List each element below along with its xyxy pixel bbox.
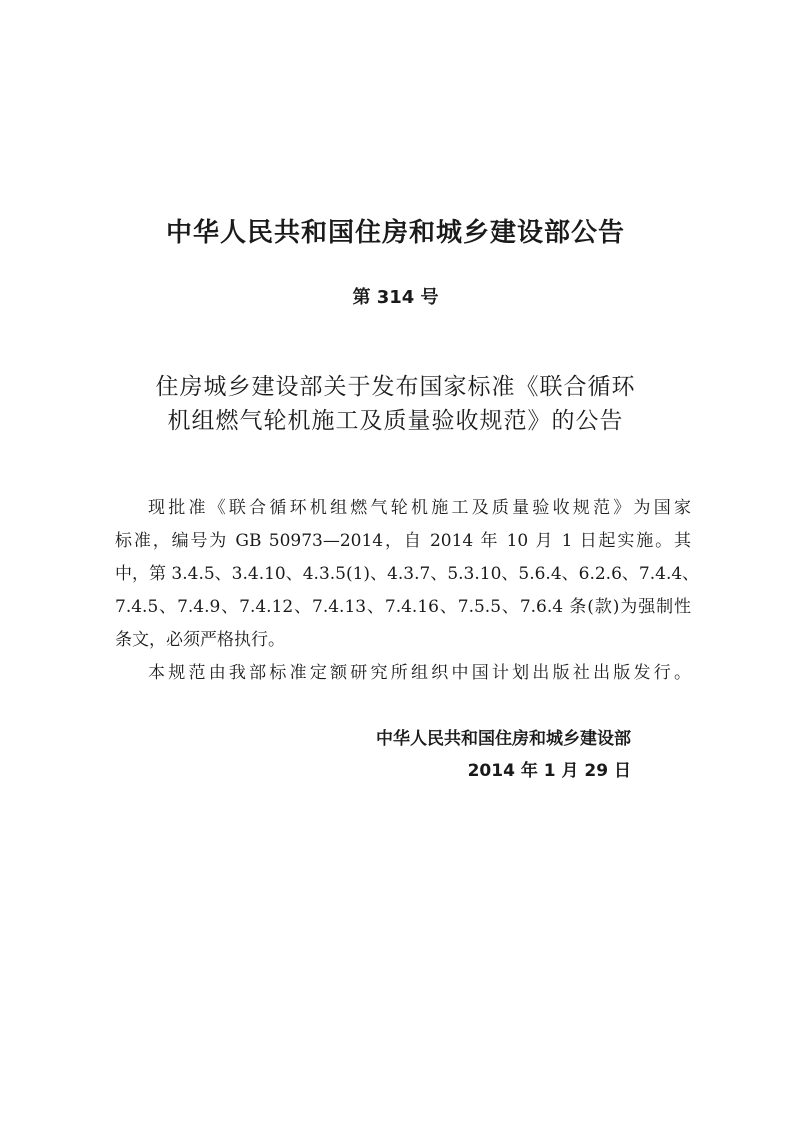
issuer-signature: 中华人民共和国住房和城乡建设部 xyxy=(376,729,631,749)
body-line: 7.4.5、7.4.9、7.4.12、7.4.13、7.4.16、7.5.5、7.6.4 条(款)为强制性 xyxy=(115,597,691,617)
body-paragraph-2: 本规范由我部标准定额研究所组织中国计划出版社出版发行。 xyxy=(148,663,691,683)
subject-line-2: 机组燃气轮机施工及质量验收规范》的公告 xyxy=(167,408,624,434)
body-line: 条文，必须严格执行。 xyxy=(115,630,285,650)
document-title: 中华人民共和国住房和城乡建设部公告 xyxy=(165,218,625,248)
body-line: 标准，编号为 GB 50973—2014，自 2014 年 10 月 1 日起实施。其 xyxy=(115,531,691,551)
subject-line-1: 住房城乡建设部关于发布国家标准《联合循环 xyxy=(155,374,636,400)
body-line: 现批准《联合循环机组燃气轮机施工及质量验收规范》为国家 xyxy=(148,498,691,518)
announcement-number: 第 314 号 xyxy=(352,287,439,308)
issue-date: 2014 年 1 月 29 日 xyxy=(467,761,631,781)
body-line: 中，第 3.4.5、3.4.10、4.3.5(1)、4.3.7、5.3.10、5.6.4、6.2.6、7.4.4、 xyxy=(115,564,700,584)
